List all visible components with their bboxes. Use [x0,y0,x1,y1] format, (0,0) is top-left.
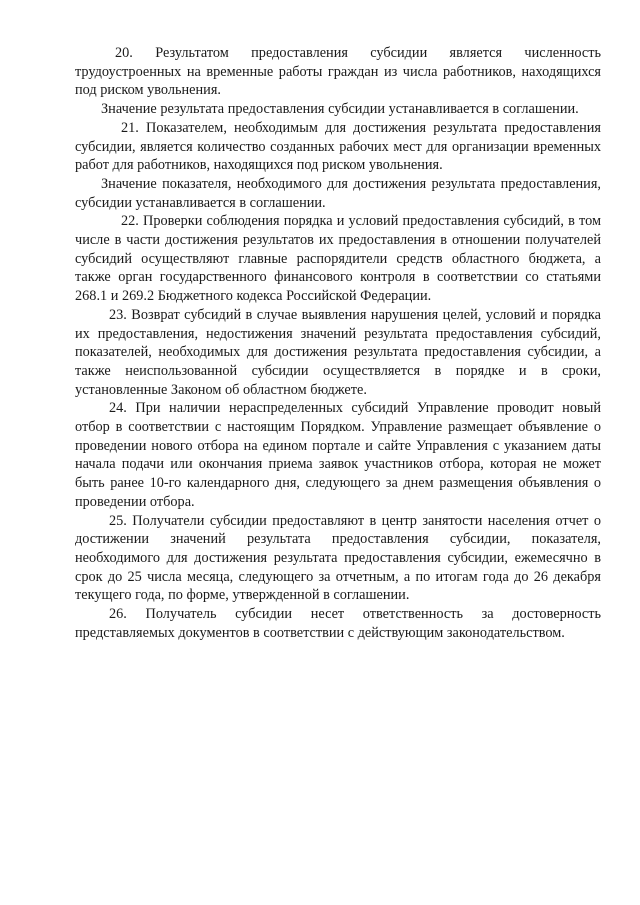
paragraph-25: 25. Получатели субсидии предоставляют в центр занятости населения отчет о достижении значений результата предоставления субсидии, показателя, необходимого для достижения результата предоставления субсидии, ежемесячно в срок до 25 числа месяца, следующего за отчетным, а по итогам года до 26 декабря текущего года, по форме, утвержденной в соглашении. [75,512,601,604]
paragraph-26: 26. Получатель субсидии несет ответственность за достоверность представляемых документов в соответствии с действующим законодательством. [75,606,601,641]
paragraph-23: 23. Возврат субсидий в случае выявления нарушения целей, условий и порядка их предоставления, недостижения значений результата предоставления субсидий, показателей, необходимых для достижения результата предоставления субсидии, а также неиспользованной субсидии осуществляется в порядке и в сроки, установленные Законом об областном бюджете. [75,306,601,398]
paragraph-22: 22. Проверки соблюдения порядка и условий предоставления субсидий, в том числе в части достижения результатов их предоставления в отношении получателей субсидий осуществляют главные распорядители средств областного бюджета, а также орган государственного финансового контроля в соответствии со статьями 268.1 и 269.2 Бюджетного кодекса Российской Федерации. [75,213,601,305]
document-body [75,44,601,643]
paragraph-20-value: Значение результата предоставления субсидии устанавливается в соглашении. [101,101,579,118]
paragraph-24: 24. При наличии нераспределенных субсидий Управление проводит новый отбор в соответствии с настоящим Порядком. Управление размещает объявление о проведении нового отбора на едином портале и сайте Управления с указанием даты начала подачи или окончания приема заявок участников отбора, которая не может быть ранее 10-го календарного дня, следующего за днем размещения объявления о проведении отбора. [75,400,601,510]
paragraph-21: 21. Показателем, необходимым для достижения результата предоставления субсидии, является количество созданных рабочих мест для организации временных работ для работников, находящихся под риском увольнения. [75,119,601,174]
paragraph-20: 20. Результатом предоставления субсидии является численность трудоустроенных на временные работы граждан из числа работников, находящихся под риском увольнения. [75,45,601,99]
paragraph-21-value: Значение показателя, необходимого для достижения результата предоставления, субсидии устанавливается в соглашении. [75,175,601,211]
